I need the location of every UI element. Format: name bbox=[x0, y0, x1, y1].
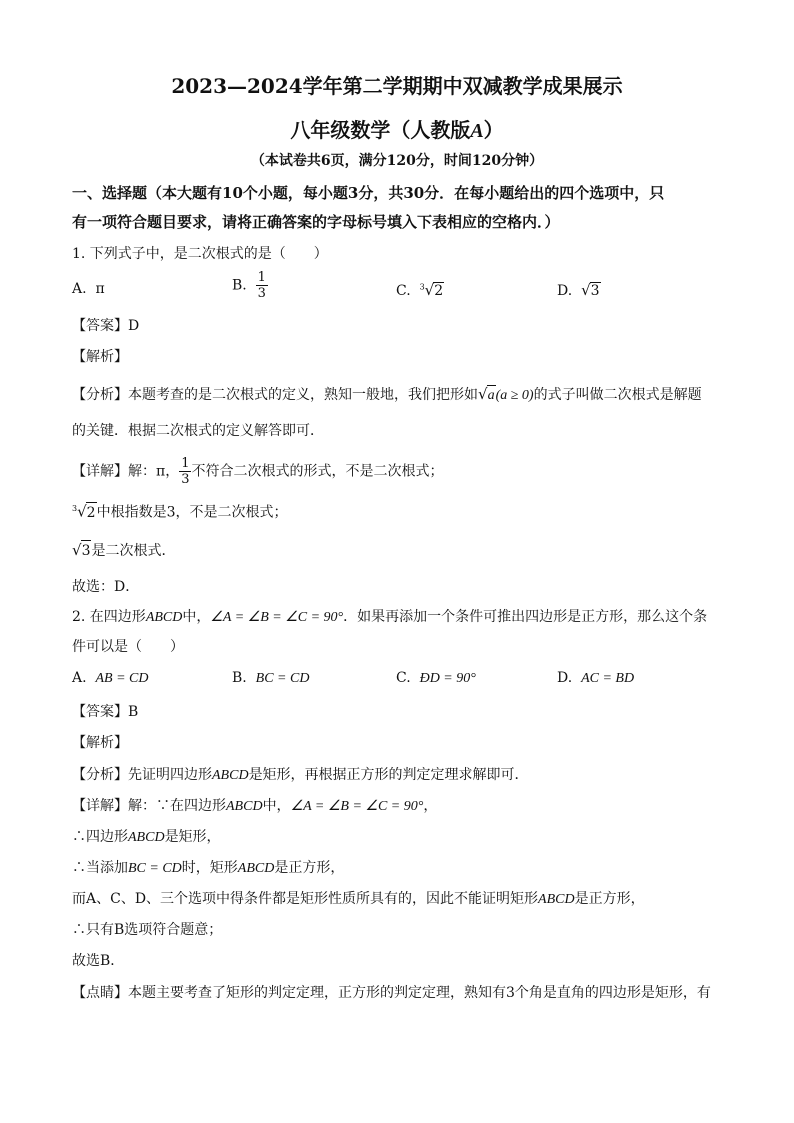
subtitle-edition-letter: A bbox=[470, 120, 484, 142]
q2-analysis-line bbox=[72, 765, 529, 786]
q1-detail-sq-text: 是二次根式． bbox=[91, 543, 176, 559]
q1-analysis-text-a: 【分析】本题考查的是二次根式的定义，熟知一般地，我们把形如 bbox=[72, 387, 478, 403]
q2-detail-angles: ∠A = ∠B = ∠C = 90° bbox=[290, 799, 424, 814]
q1-detail-cube-radicand: 2 bbox=[86, 502, 97, 523]
q2-comment-text-a: 【点睛】本题主要考查了矩形的判定定理，正方形的判定定理，熟知有 bbox=[72, 985, 506, 1001]
q2-detail-line2 bbox=[72, 827, 221, 848]
q2-detail-s2-eq: BC = CD bbox=[128, 861, 182, 876]
radical-icon: √ bbox=[424, 281, 435, 299]
q2-detail-s2-quad: ABCD bbox=[237, 861, 275, 876]
q1-detail-line2 bbox=[72, 499, 288, 523]
q2-detail-s1-text-b: 是矩形， bbox=[164, 829, 221, 845]
q1-option-c-label: C. bbox=[396, 283, 411, 299]
q2-option-d-label: D. bbox=[557, 670, 573, 686]
q2-answer: 【答案】B bbox=[72, 704, 139, 720]
q2-comment-text-b: 个角是直角的四边形是矩形，有 bbox=[514, 985, 711, 1001]
q1-option-a bbox=[72, 281, 105, 297]
q1-option-d-label: D. bbox=[557, 283, 573, 299]
subtitle-text: 八年级数学（人教版 bbox=[290, 118, 471, 142]
q2-option-b bbox=[232, 670, 309, 687]
q1-analysis-radicand: a bbox=[487, 385, 496, 406]
q1-analysis-text-b: 的式子叫做二次根式是解题 bbox=[533, 387, 702, 403]
q2-detail-s2-text-b: 时，矩形 bbox=[181, 860, 238, 876]
q2-option-d-value: AC = BD bbox=[581, 671, 635, 686]
q2-detail-s3-text-b: 是正方形， bbox=[574, 891, 645, 907]
q1-option-b-denominator: 3 bbox=[257, 286, 266, 301]
radical-icon: √ bbox=[478, 385, 488, 403]
q1-option-c bbox=[396, 281, 444, 299]
q2-detail-s1-quad: ABCD bbox=[128, 830, 165, 845]
q2-stem-line2: 件可以是（ ） bbox=[72, 639, 184, 655]
section-heading-line1: 一、选择题（本大题有10个小题，每小题3分，共30分．在每小题给出的四个选项中，只 bbox=[72, 184, 665, 202]
q1-option-a-value: π bbox=[95, 281, 105, 297]
q1-detail-sq-radicand: 3 bbox=[81, 540, 92, 561]
q2-comment-number: 3 bbox=[506, 985, 515, 1001]
q1-option-a-label: A. bbox=[72, 281, 87, 297]
radical-icon: √ bbox=[581, 281, 591, 299]
q2-option-a bbox=[72, 670, 148, 687]
exam-subtitle bbox=[0, 114, 794, 143]
q2-detail-quad: ABCD bbox=[226, 799, 263, 814]
q2-option-b-value: BC = CD bbox=[255, 671, 310, 686]
q2-analysis-heading: 【解析】 bbox=[72, 735, 128, 751]
q2-detail-line3 bbox=[72, 858, 344, 879]
radical-icon: √ bbox=[72, 541, 82, 559]
q1-detail-fraction bbox=[179, 456, 191, 487]
exam-note: （本试卷共6页，满分120分，时间120分钟） bbox=[250, 153, 544, 169]
q2-stem-line1 bbox=[72, 607, 707, 628]
q2-option-a-value: AB = CD bbox=[95, 671, 149, 686]
q2-option-b-label: B. bbox=[232, 670, 247, 686]
q1-detail-text-b: 不符合二次根式的形式，不是二次根式； bbox=[191, 463, 444, 480]
q1-detail-line1 bbox=[72, 456, 443, 487]
q1-stem: 1. 下列式子中，是二次根式的是（ ） bbox=[72, 246, 328, 262]
q2-option-a-label: A. bbox=[72, 670, 87, 686]
q1-option-b-label: B. bbox=[232, 277, 247, 294]
q1-choose: 故选：D． bbox=[72, 579, 140, 595]
q2-option-c-value: ÐD = 90° bbox=[419, 671, 476, 686]
q2-stem-text-a: 2. 在四边形 bbox=[72, 609, 146, 625]
q1-detail-denominator: 3 bbox=[181, 472, 190, 487]
q1-detail-root-index: 3 bbox=[72, 504, 78, 513]
q2-detail-s2-text-c: 是正方形， bbox=[274, 860, 345, 876]
exam-title: 2023—2024学年第二学期期中双减教学成果展示 bbox=[171, 74, 623, 98]
q2-option-c-label: C. bbox=[396, 670, 411, 686]
q1-option-c-radicand: 2 bbox=[434, 283, 444, 299]
q2-analysis-text-a: 【分析】先证明四边形 bbox=[72, 767, 212, 783]
q2-detail-text-a: 【详解】解：∵在四边形 bbox=[72, 798, 226, 814]
q2-detail-line5: ∴只有B选项符合题意； bbox=[72, 922, 223, 938]
q1-detail-text-a: 【详解】解：π， bbox=[72, 463, 180, 480]
q2-detail-line4 bbox=[72, 889, 645, 910]
q2-detail-s1-text-a: ∴四边形 bbox=[72, 829, 128, 845]
q1-answer: 【答案】D bbox=[72, 318, 140, 334]
q2-detail-comma: ， bbox=[423, 798, 438, 814]
q1-analysis-line1 bbox=[72, 384, 702, 406]
q2-detail-s3-text-a: 而A、C、D、三个选项中得条件都是矩形性质所具有的，因此不能证明矩形 bbox=[72, 891, 539, 907]
q2-option-c bbox=[396, 670, 476, 687]
subtitle-close: ） bbox=[483, 118, 504, 142]
q2-stem-text-c: ．如果再添加一个条件可推出四边形是正方形，那么这个条 bbox=[343, 609, 708, 625]
q2-stem-quad: ABCD bbox=[145, 610, 183, 625]
q1-detail-cube-text: 中根指数是3，不是二次根式； bbox=[96, 504, 288, 521]
q2-detail-line1 bbox=[72, 796, 437, 817]
q2-stem-angles: ∠A = ∠B = ∠C = 90° bbox=[210, 610, 344, 625]
section-heading-line2: 有一项符合题目要求，请将正确答案的字母标号填入下表相应的空格内．） bbox=[72, 213, 560, 231]
q1-option-b-numerator: 1 bbox=[257, 270, 266, 285]
q1-option-d-radicand: 3 bbox=[590, 283, 600, 299]
q1-detail-numerator: 1 bbox=[181, 456, 190, 471]
q1-analysis-condition: (a ≥ 0) bbox=[495, 388, 534, 403]
q2-comment bbox=[72, 983, 711, 1003]
q1-analysis-heading: 【解析】 bbox=[72, 349, 128, 365]
q2-detail-s2-text-a: ∴当添加 bbox=[72, 860, 128, 876]
q2-detail-s3-quad: ABCD bbox=[538, 892, 575, 907]
q1-option-d bbox=[557, 281, 601, 299]
q2-choose: 故选B． bbox=[72, 953, 125, 969]
q1-option-c-root-index: 3 bbox=[419, 282, 425, 292]
q2-detail-text-b: 中， bbox=[262, 798, 291, 814]
q2-stem-text-b: 中， bbox=[182, 609, 211, 625]
q1-detail-line3 bbox=[72, 540, 175, 561]
q1-option-b-fraction bbox=[256, 270, 268, 301]
q1-option-b bbox=[232, 270, 268, 301]
q2-analysis-text-b: 是矩形，再根据正方形的判定定理求解即可． bbox=[248, 767, 529, 783]
q2-analysis-quad: ABCD bbox=[212, 768, 249, 783]
q2-option-d bbox=[557, 670, 634, 687]
q1-analysis-line2: 的关键．根据二次根式的定义解答即可． bbox=[72, 423, 324, 439]
radical-icon: √ bbox=[77, 502, 87, 521]
